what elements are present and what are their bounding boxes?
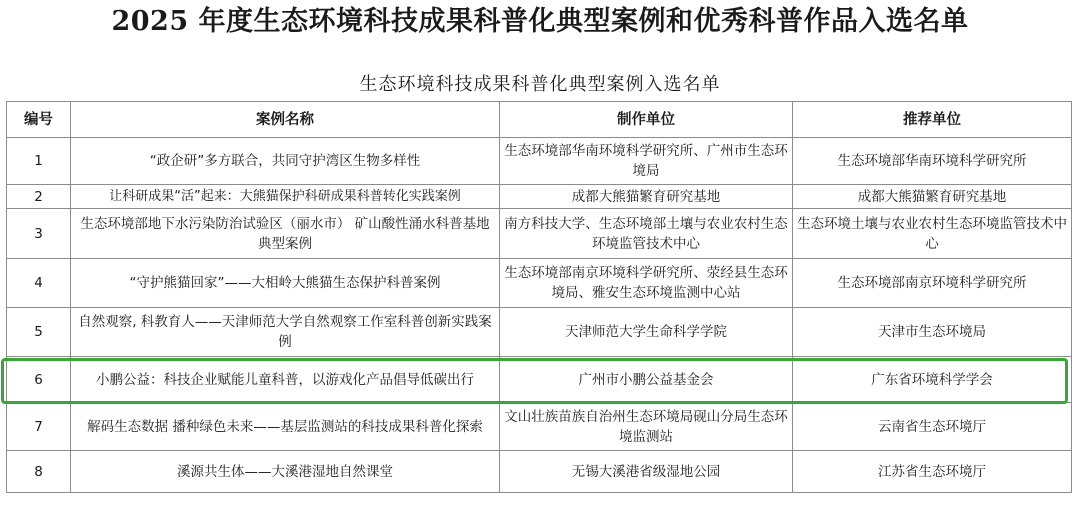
- cell-producer: 文山壮族苗族自治州生态环境局砚山分局生态环境监测站: [500, 403, 793, 451]
- header-recommender: 推荐单位: [793, 102, 1072, 138]
- cell-recommender: 江苏省生态环境厅: [793, 451, 1072, 493]
- page-title: 2025 年度生态环境科技成果科普化典型案例和优秀科普作品入选名单: [111, 6, 969, 37]
- cell-recommender: 生态环境部南京环境科学研究所: [793, 259, 1072, 308]
- cell-case-name: 小鹏公益：科技企业赋能儿童科普，以游戏化产品倡导低碳出行: [71, 357, 500, 403]
- cell-number: 1: [7, 138, 71, 185]
- cell-number: 5: [7, 308, 71, 357]
- table-title: 生态环境科技成果科普化典型案例入选名单: [359, 74, 721, 95]
- cell-case-name: 溪源共生体——大溪港湿地自然课堂: [71, 451, 500, 493]
- cell-recommender: 生态环境部华南环境科学研究所: [793, 138, 1072, 185]
- cell-case-name: 让科研成果“活”起来：大熊猫保护科研成果科普转化实践案例: [71, 185, 500, 209]
- cell-producer: 南方科技大学、生态环境部土壤与农业农村生态环境监管技术中心: [500, 209, 793, 259]
- cases-table: [6, 101, 1072, 493]
- cell-recommender: 广东省环境科学学会: [793, 357, 1072, 403]
- table-row-highlighted: [7, 357, 1072, 403]
- cell-recommender: 天津市生态环境局: [793, 308, 1072, 357]
- cell-case-name: “守护熊猫回家”——大相岭大熊猫生态保护科普案例: [71, 259, 500, 308]
- table-row: [7, 185, 1072, 209]
- cell-number: 4: [7, 259, 71, 308]
- cell-number: 2: [7, 185, 71, 209]
- cell-producer: 生态环境部南京环境科学研究所、荥经县生态环境局、雅安生态环境监测中心站: [500, 259, 793, 308]
- cell-case-name: “政企研”多方联合，共同守护湾区生物多样性: [71, 138, 500, 185]
- cell-producer: 无锡大溪港省级湿地公园: [500, 451, 793, 493]
- header-case-name: 案例名称: [71, 102, 500, 138]
- cell-producer: 天津师范大学生命科学学院: [500, 308, 793, 357]
- cell-number: 3: [7, 209, 71, 259]
- cell-producer: 成都大熊猫繁育研究基地: [500, 185, 793, 209]
- cell-producer: 广州市小鹏公益基金会: [500, 357, 793, 403]
- cell-recommender: 云南省生态环境厅: [793, 403, 1072, 451]
- table-row: [7, 138, 1072, 185]
- table-header-row: [7, 102, 1072, 138]
- cell-number: 8: [7, 451, 71, 493]
- cell-case-name: 自然观察, 科教育人——天津师范大学自然观察工作室科普创新实践案例: [71, 308, 500, 357]
- cell-number: 6: [7, 357, 71, 403]
- table-row: [7, 308, 1072, 357]
- header-number: 编号: [7, 102, 71, 138]
- cell-recommender: 生态环境土壤与农业农村生态环境监管技术中心: [793, 209, 1072, 259]
- header-producer: 制作单位: [500, 102, 793, 138]
- table-row: [7, 403, 1072, 451]
- cell-producer: 生态环境部华南环境科学研究所、广州市生态环境局: [500, 138, 793, 185]
- table-row: [7, 259, 1072, 308]
- cell-recommender: 成都大熊猫繁育研究基地: [793, 185, 1072, 209]
- cell-number: 7: [7, 403, 71, 451]
- table-row: [7, 209, 1072, 259]
- table-row: [7, 451, 1072, 493]
- cell-case-name: 生态环境部地下水污染防治试验区（丽水市） 矿山酸性涌水科普基地典型案例: [71, 209, 500, 259]
- cell-case-name: 解码生态数据 播种绿色未来——基层监测站的科技成果科普化探索: [71, 403, 500, 451]
